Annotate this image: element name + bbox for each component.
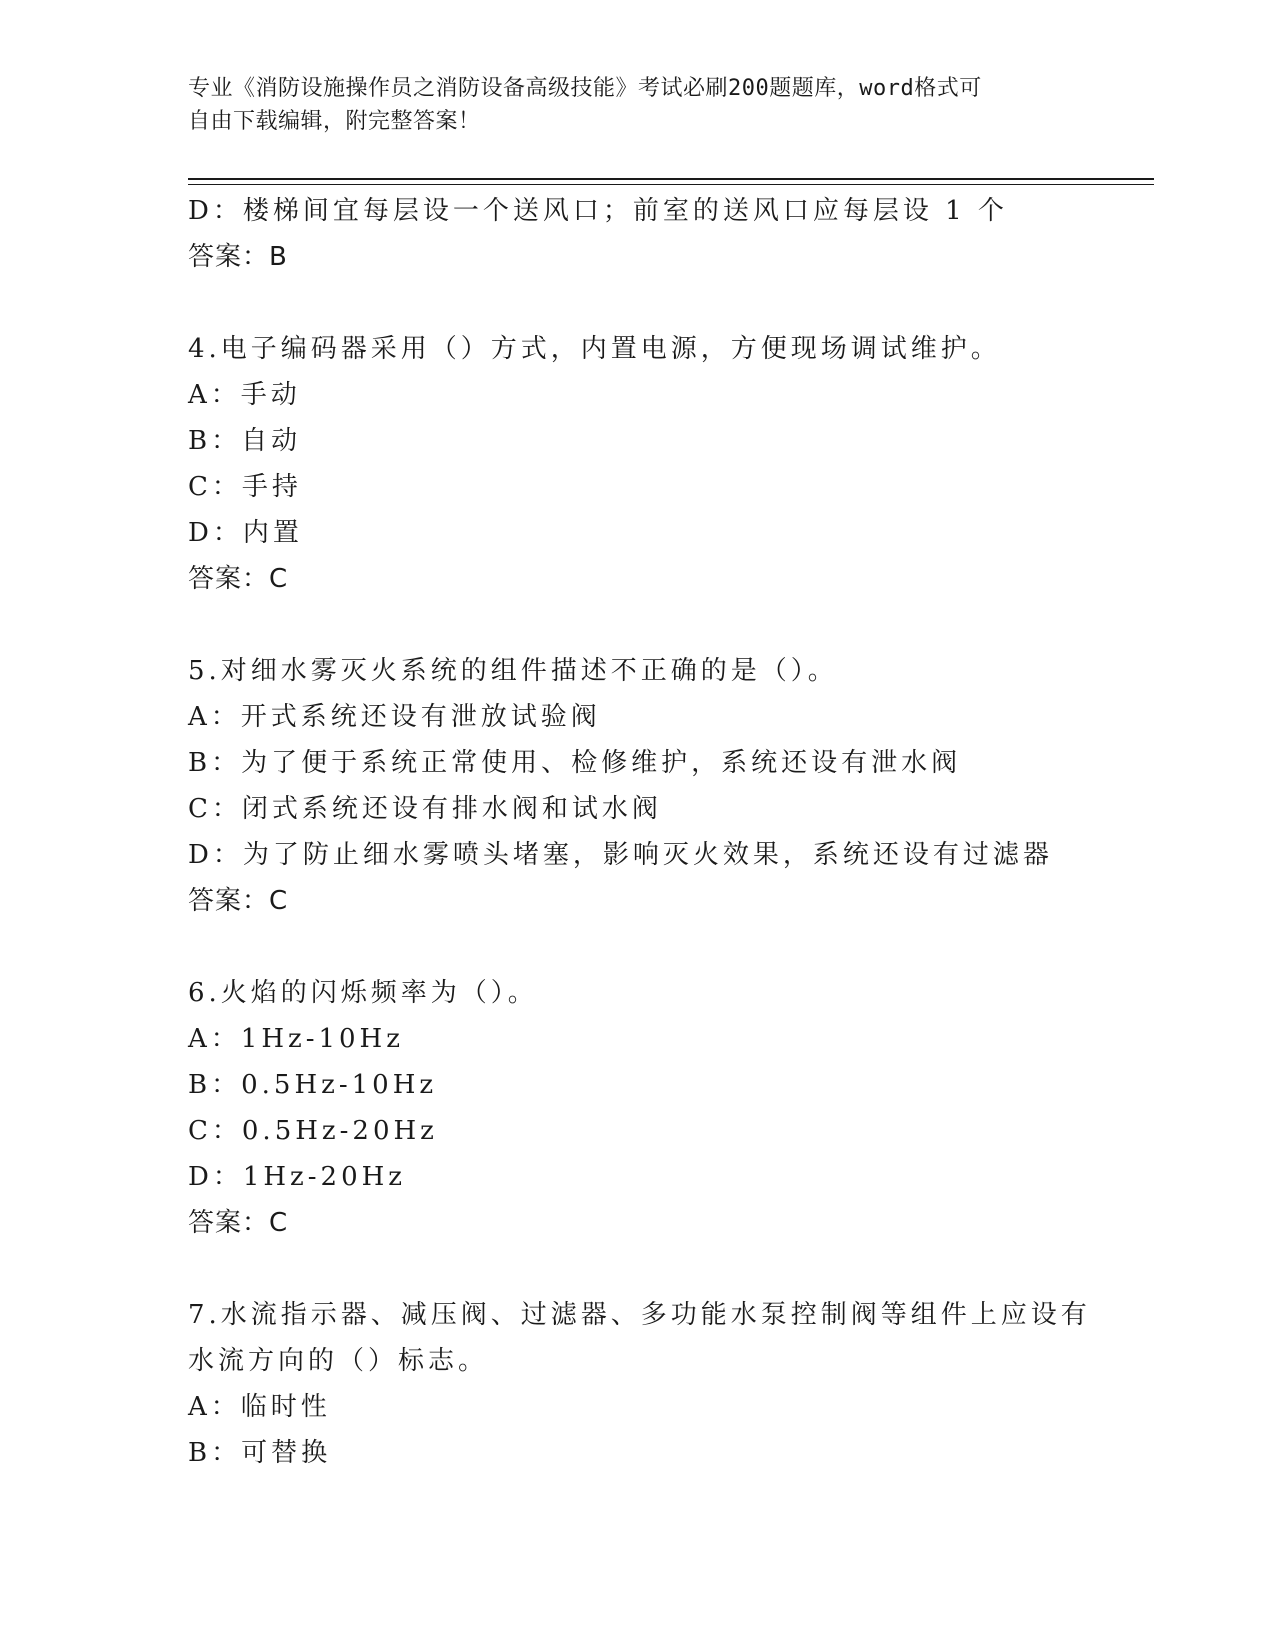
option-d: D：内置	[188, 518, 303, 548]
spacer	[188, 1246, 1088, 1292]
header-line-1: 专业《消防设施操作员之消防设备高级技能》考试必刷200题题库，word格式可	[188, 76, 982, 101]
header-divider-thin	[188, 184, 1154, 185]
question-stem-line-2: 水流方向的（）标志。	[188, 1346, 489, 1376]
option-d: D：为了防止细水雾喷头堵塞，影响灭火效果，系统还设有过滤器	[188, 840, 1053, 870]
option-a: A：手动	[188, 380, 301, 410]
option-a: A：开式系统还设有泄放试验阀	[188, 702, 601, 732]
option-c: C：手持	[188, 472, 302, 502]
option-c: C：0.5Hz-20Hz	[188, 1116, 438, 1146]
question-7	[188, 1292, 1091, 1476]
question-stem: 4.电子编码器采用（）方式，内置电源，方便现场调试维护。	[188, 334, 1001, 364]
question-6	[188, 970, 1088, 1246]
question-stem-line-1: 7.水流指示器、减压阀、过滤器、多功能水泵控制阀等组件上应设有	[188, 1300, 1091, 1330]
question-stem: 5.对细水雾灭火系统的组件描述不正确的是（）。	[188, 656, 838, 686]
spacer	[188, 924, 1088, 970]
option-a: A：临时性	[188, 1392, 331, 1422]
option-b: B：0.5Hz-10Hz	[188, 1070, 438, 1100]
answer-label: 答案：C	[188, 564, 289, 594]
option-b: B：自动	[188, 426, 302, 456]
option-a: A：1Hz-10Hz	[188, 1024, 404, 1054]
option-b: B：可替换	[188, 1438, 332, 1468]
option-c: C：闭式系统还设有排水阀和试水阀	[188, 794, 662, 824]
answer-label: 答案：C	[188, 886, 289, 916]
document-header	[188, 72, 1068, 138]
spacer	[188, 280, 1088, 326]
question-5	[188, 648, 1088, 924]
answer-label: 答案：B	[188, 242, 288, 272]
option-d: D：1Hz-20Hz	[188, 1162, 407, 1192]
header-divider-thick	[188, 178, 1154, 180]
question-stem: 6.火焰的闪烁频率为（）。	[188, 978, 538, 1008]
question-4	[188, 326, 1088, 602]
spacer	[188, 602, 1088, 648]
question-list	[188, 188, 1091, 1476]
header-line-2: 自由下载编辑，附完整答案！	[188, 109, 481, 134]
option-d: D：楼梯间宜每层设一个送风口；前室的送风口应每层设 1 个	[188, 196, 1008, 226]
answer-label: 答案：C	[188, 1208, 289, 1238]
option-b: B：为了便于系统正常使用、检修维护，系统还设有泄水阀	[188, 748, 962, 778]
question-3-tail	[188, 188, 1088, 280]
